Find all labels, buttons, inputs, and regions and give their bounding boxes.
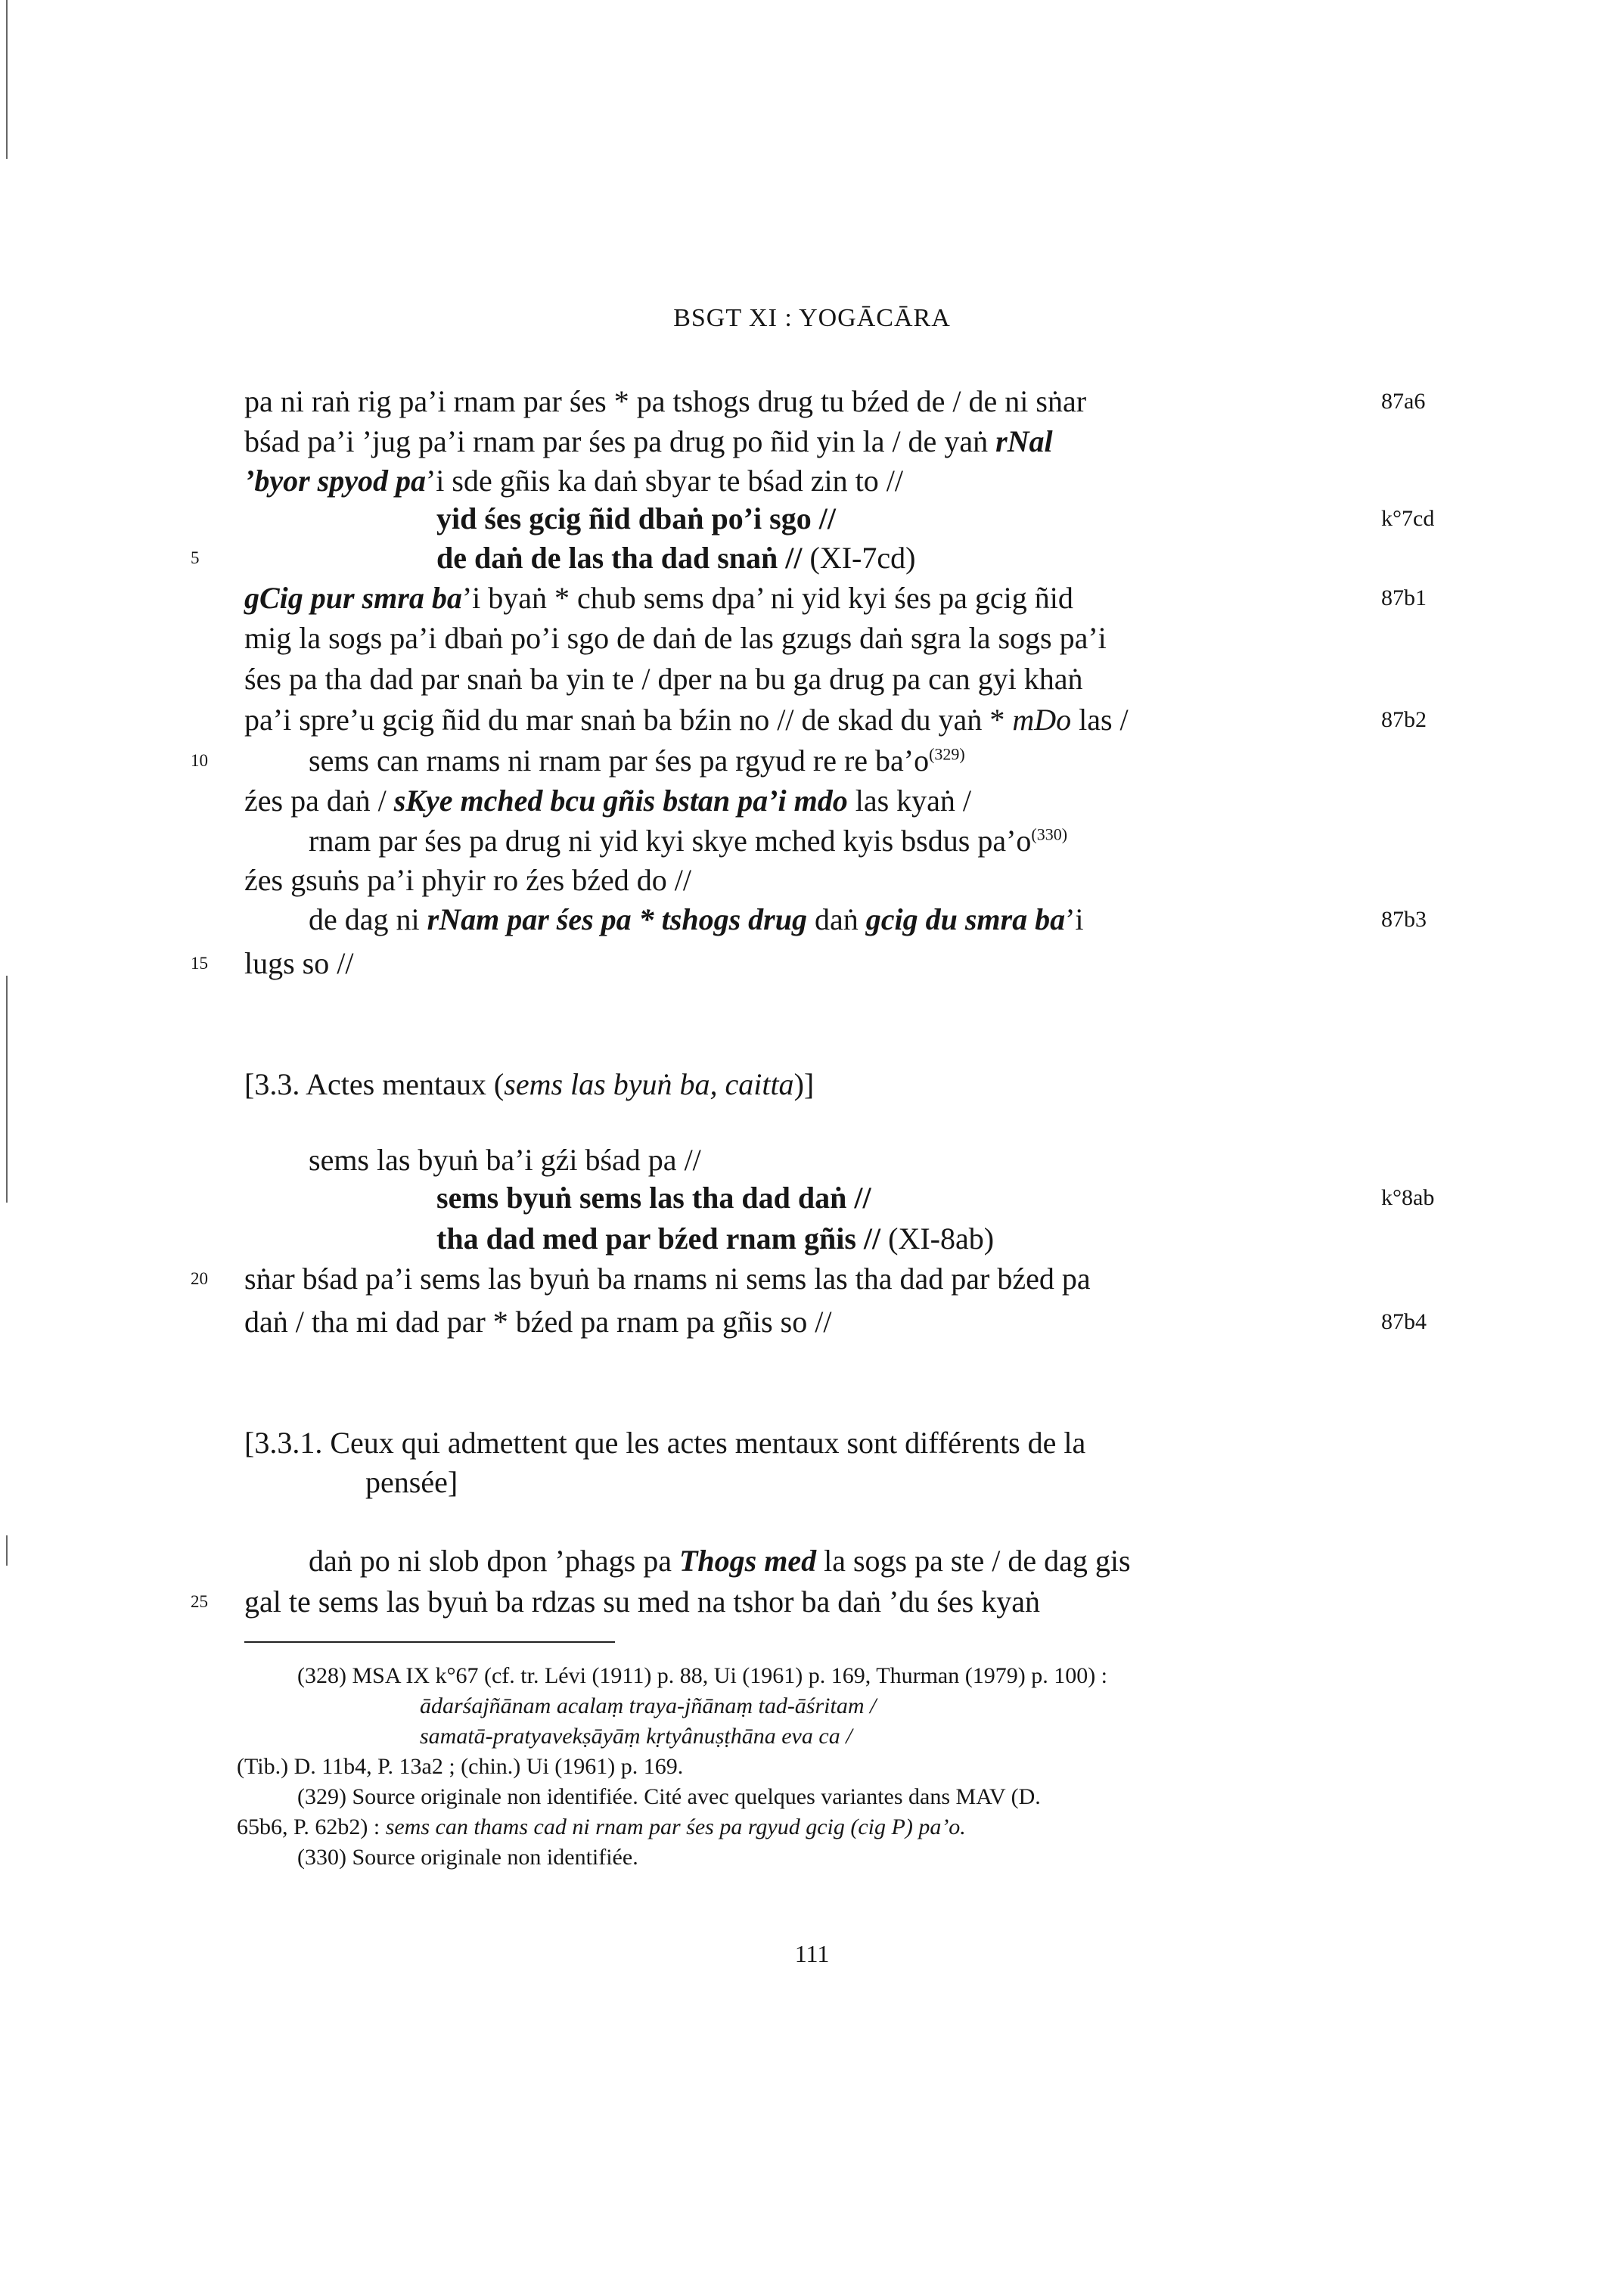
line-number: 25: [191, 1592, 208, 1611]
margin-ref: 87a6: [1381, 389, 1426, 414]
line-number: 15: [191, 954, 208, 973]
footnote-rule: [244, 1641, 615, 1643]
verse-line: de daṅ de las tha dad snaṅ // (XI-7cd): [436, 541, 916, 575]
page-number: 111: [794, 1940, 830, 1967]
text-line: sṅar bśad pa’i sems las byuṅ ba rnams ni sems las tha dad par bźed pa: [244, 1262, 1091, 1296]
footnote-verse: samatā-pratyavekṣāyāṃ kṛtyânuṣṭhāna eva ca /: [420, 1724, 852, 1749]
text-line: pa ni raṅ rig pa’i rnam par śes * pa tshogs drug tu bźed de / de ni sṅar: [244, 384, 1087, 418]
line-number: 20: [191, 1269, 208, 1288]
section-heading: [3.3.1. Ceux qui admettent que les actes mentaux sont différents de la: [244, 1426, 1086, 1460]
footnote-329-cont: 65b6, P. 62b2) : sems can thams cad ni rnam par śes pa rgyud gcig (cig P) pa’o.: [237, 1814, 966, 1839]
running-header: BSGT XI : YOGĀCĀRA: [673, 304, 951, 332]
quote-line: rnam par śes pa drug ni yid kyi skye mched kyis bsdus $pa’o^{(330)}$: [309, 824, 1068, 858]
margin-ref: 87b4: [1381, 1309, 1427, 1334]
text-line: bśad pa’i ’jug pa’i rnam par śes pa drug po ñid yin la / de yaṅ rNal: [244, 424, 1053, 458]
text-line: sems las byuṅ ba’i gźi bśad pa //: [309, 1143, 701, 1177]
line-number: 5: [191, 548, 200, 567]
text-line: pa’i spre’u gcig ñid du mar snaṅ ba bźin no // de skad du yaṅ * mDo las /: [244, 703, 1129, 737]
footnote-328: (328) MSA IX k°67 (cf. tr. Lévi (1911) p. 88, Ui (1961) p. 169, Thurman (1979) p. 100) :: [297, 1663, 1108, 1688]
text-line: źes gsuṅs pa’i phyir ro źes bźed do //: [244, 863, 691, 897]
margin-ref: 87b3: [1381, 907, 1427, 932]
margin-ref: 87b2: [1381, 707, 1427, 732]
line-number: 10: [191, 751, 208, 770]
text-line: śes pa tha dad par snaṅ ba yin te / dper na bu ga drug pa can gyi khaṅ: [244, 662, 1083, 696]
verse-line: yid śes gcig ñid dbaṅ po’i sgo //: [436, 501, 836, 535]
scan-edge-mark: [6, 0, 8, 159]
footnote-verse: ādarśajñānam acalaṃ traya-jñānaṃ tad-āśritam /: [420, 1693, 877, 1718]
text-line: ’byor spyod pa’i sde gñis ka daṅ sbyar te bśad zin to //: [244, 464, 903, 498]
section-heading: pensée]: [365, 1465, 458, 1499]
text-line: mig la sogs pa’i dbaṅ po’i sgo de daṅ de las gzugs daṅ sgra la sogs pa’i: [244, 621, 1107, 655]
scan-edge-mark: [6, 976, 8, 1203]
footnote-330: (330) Source originale non identifiée.: [297, 1845, 638, 1870]
text-line: gal te sems las byuṅ ba rdzas su med na tshor ba daṅ ’du śes kyaṅ: [244, 1585, 1040, 1619]
margin-ref: k°8ab: [1381, 1185, 1435, 1210]
text-line: źes pa daṅ / sKye mched bcu gñis bstan pa’i mdo las kyaṅ /: [244, 784, 972, 818]
text-line: de dag ni rNam par śes pa * tshogs drug daṅ gcig du smra ba’i: [309, 902, 1084, 936]
verse-line: sems byuṅ sems las tha dad daṅ //: [436, 1181, 871, 1215]
quote-line: sems can rnams ni rnam par śes pa rgyud re re $ba’o^{(329)}$: [309, 743, 965, 778]
verse-line: tha dad med par bźed rnam gñis // (XI-8ab): [436, 1222, 995, 1256]
text-line: daṅ po ni slob dpon ’phags pa Thogs med la sogs pa ste / de dag gis: [309, 1544, 1131, 1578]
text-line: daṅ / tha mi dad par * bźed pa rnam pa gñis so //: [244, 1305, 832, 1339]
text-line: gCig pur smra ba’i byaṅ * chub sems dpa’ ni yid kyi śes pa gcig ñid: [244, 581, 1073, 615]
scan-edge-mark: [6, 1535, 8, 1566]
text-line: lugs so //: [244, 946, 354, 980]
footnote-328-tib: (Tib.) D. 11b4, P. 13a2 ; (chin.) Ui (1961) p. 169.: [237, 1754, 684, 1779]
footnote-329: (329) Source originale non identifiée. Cité avec quelques variantes dans MAV (D.: [297, 1784, 1041, 1809]
margin-ref: k°7cd: [1381, 506, 1435, 531]
margin-ref: 87b1: [1381, 585, 1427, 610]
section-heading: [3.3. Actes mentaux (sems las byuṅ ba, caitta)]: [244, 1067, 815, 1101]
